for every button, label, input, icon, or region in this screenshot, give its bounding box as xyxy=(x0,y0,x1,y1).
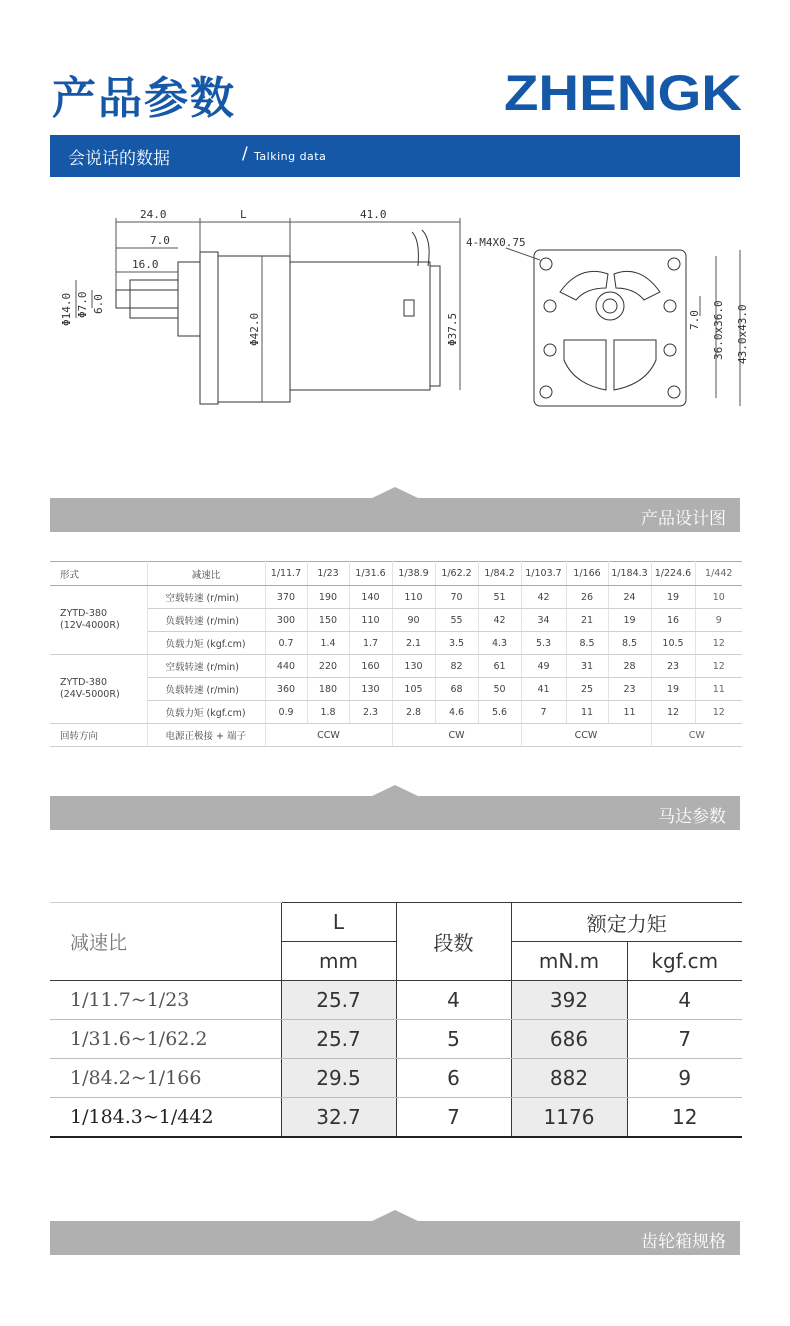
t1-ratio: 1/31.6 xyxy=(349,562,392,586)
t1-cell: 50 xyxy=(478,678,521,701)
t1-cell: 16 xyxy=(651,609,695,632)
technical-drawing xyxy=(40,200,760,430)
t2-h-torque: 额定力矩 xyxy=(511,903,742,942)
t1-cell: 1.4 xyxy=(307,632,349,655)
t1-rotation-label: 回转方向 xyxy=(50,724,147,747)
t1-cell: 19 xyxy=(608,609,651,632)
t1-cell: 9 xyxy=(695,609,742,632)
t1-ratio: 1/442 xyxy=(695,562,742,586)
t2-mnm: 1176 xyxy=(511,1098,627,1138)
t2-stages: 6 xyxy=(396,1059,511,1098)
t1-ratio: 1/11.7 xyxy=(265,562,307,586)
dim-43: 43.0x43.0 xyxy=(736,304,749,364)
table-row xyxy=(50,632,742,655)
t1-cell: 82 xyxy=(435,655,478,678)
t1-cond: 空载转速 (r/min) xyxy=(147,586,265,609)
dim-phi14: Φ14.0 xyxy=(60,292,73,326)
t1-cell: 11 xyxy=(608,701,651,724)
t1-cond: 负载力矩 (kgf.cm) xyxy=(147,632,265,655)
t1-cell: 19 xyxy=(651,678,695,701)
t1-cell: 440 xyxy=(265,655,307,678)
side-dim-labels xyxy=(60,208,459,346)
dim-phi37: Φ37.5 xyxy=(446,312,459,346)
t1-cell: 12 xyxy=(695,655,742,678)
t1-cell: 21 xyxy=(566,609,608,632)
dim-7: 7.0 xyxy=(150,234,170,247)
t1-cell: 28 xyxy=(608,655,651,678)
t1-cell: 2.1 xyxy=(392,632,435,655)
t1-cell: 90 xyxy=(392,609,435,632)
t1-cell: 7 xyxy=(521,701,566,724)
table-row xyxy=(50,655,742,678)
t1-cond: 空载转速 (r/min) xyxy=(147,655,265,678)
table-row xyxy=(50,1020,742,1059)
t1-cell: 25 xyxy=(566,678,608,701)
dim-36: 36.0x36.0 xyxy=(712,300,725,360)
t1-model: ZYTD-380 (12V-4000R) xyxy=(50,586,147,655)
t1-cell: 26 xyxy=(566,586,608,609)
t1-header-row xyxy=(50,562,742,586)
t1-cell: 19 xyxy=(651,586,695,609)
t2-mnm: 392 xyxy=(511,981,627,1020)
t1-ratio: 1/184.3 xyxy=(608,562,651,586)
section-title-gearbox: 齿轮箱规格 xyxy=(641,1232,726,1252)
t1-ratio: 1/62.2 xyxy=(435,562,478,586)
t1-cell: 105 xyxy=(392,678,435,701)
t1-cell: 360 xyxy=(265,678,307,701)
t1-cell: 0.7 xyxy=(265,632,307,655)
t1-ratio: 1/224.6 xyxy=(651,562,695,586)
subtitle-bar xyxy=(50,135,740,177)
t1-cell: 70 xyxy=(435,586,478,609)
t1-cond: 负载力矩 (kgf.cm) xyxy=(147,701,265,724)
side-dimensions xyxy=(76,218,460,402)
t1-cell: 12 xyxy=(695,701,742,724)
t1-cell: 10.5 xyxy=(651,632,695,655)
t1-rotation-cond: 电源正极接 + 端子 xyxy=(147,724,265,747)
dim-L: L xyxy=(240,208,247,221)
dim-41: 41.0 xyxy=(360,208,387,221)
t1-cell: 5.3 xyxy=(521,632,566,655)
page-title: 产品参数 xyxy=(52,73,236,124)
t1-cell: 42 xyxy=(521,586,566,609)
dim-m4: 4-M4X0.75 xyxy=(466,236,526,249)
t1-h-ratio: 减速比 xyxy=(147,562,265,586)
section-bar-design xyxy=(50,498,740,532)
t1-cell: 370 xyxy=(265,586,307,609)
t1-cell: 150 xyxy=(307,609,349,632)
t2-mnm: 882 xyxy=(511,1059,627,1098)
t1-cell: 110 xyxy=(392,586,435,609)
t2-h-stages: 段数 xyxy=(396,903,511,981)
t2-stages: 5 xyxy=(396,1020,511,1059)
t2-kgf: 9 xyxy=(627,1059,742,1098)
t1-cell: 12 xyxy=(651,701,695,724)
t1-cell: 300 xyxy=(265,609,307,632)
gearbox-spec-table xyxy=(50,902,742,1138)
t1-cell: 2.3 xyxy=(349,701,392,724)
t1-cell: 1.8 xyxy=(307,701,349,724)
t1-cell: 24 xyxy=(608,586,651,609)
t2-header-row-1 xyxy=(50,903,742,942)
t2-h-ratio: 减速比 xyxy=(50,903,281,981)
t2-ratio: 1/31.6~1/62.2 xyxy=(50,1020,281,1059)
dim-16: 16.0 xyxy=(132,258,159,271)
table-row xyxy=(50,981,742,1020)
section-bar-gearbox xyxy=(50,1221,740,1255)
t1-cell: 3.5 xyxy=(435,632,478,655)
t1-cell: 180 xyxy=(307,678,349,701)
t1-cell: 61 xyxy=(478,655,521,678)
motor-front-view xyxy=(534,250,686,406)
t2-stages: 4 xyxy=(396,981,511,1020)
dim-phi42: Φ42.0 xyxy=(248,312,261,346)
t1-cell: 8.5 xyxy=(566,632,608,655)
t1-cell: 110 xyxy=(349,609,392,632)
t1-cell: 160 xyxy=(349,655,392,678)
t2-stages: 7 xyxy=(396,1098,511,1138)
t1-cell: 23 xyxy=(651,655,695,678)
t1-ratio: 1/84.2 xyxy=(478,562,521,586)
t1-rotation-cell: CCW xyxy=(521,724,651,747)
t2-ratio: 1/84.2~1/166 xyxy=(50,1059,281,1098)
t1-cell: 2.8 xyxy=(392,701,435,724)
t1-rotation-cell: CCW xyxy=(265,724,392,747)
t1-cell: 55 xyxy=(435,609,478,632)
t1-cell: 31 xyxy=(566,655,608,678)
brand-logo-text: ZHENGK xyxy=(504,66,742,118)
t2-L: 29.5 xyxy=(281,1059,396,1098)
t1-cell: 130 xyxy=(349,678,392,701)
t1-cell: 1.7 xyxy=(349,632,392,655)
t2-L: 32.7 xyxy=(281,1098,396,1138)
t1-cell: 23 xyxy=(608,678,651,701)
t2-mnm: 686 xyxy=(511,1020,627,1059)
t1-cell: 4.6 xyxy=(435,701,478,724)
dim-phi7: Φ7.0 xyxy=(76,291,89,318)
t1-cell: 68 xyxy=(435,678,478,701)
t1-cell: 41 xyxy=(521,678,566,701)
t2-h-L: L xyxy=(281,903,396,942)
t1-cell: 10 xyxy=(695,586,742,609)
t1-cell: 49 xyxy=(521,655,566,678)
t1-cond: 负载转速 (r/min) xyxy=(147,678,265,701)
subtitle-separator: / xyxy=(242,144,248,164)
t1-cell: 220 xyxy=(307,655,349,678)
dim-24: 24.0 xyxy=(140,208,167,221)
section-title-motor: 马达参数 xyxy=(658,807,726,827)
t1-model: ZYTD-380 (24V-5000R) xyxy=(50,655,147,724)
table-row xyxy=(50,586,742,609)
t1-cell: 130 xyxy=(392,655,435,678)
t2-kgf: 7 xyxy=(627,1020,742,1059)
t1-cell: 5.6 xyxy=(478,701,521,724)
subtitle-cn: 会说话的数据 xyxy=(68,149,170,169)
t1-cell: 42 xyxy=(478,609,521,632)
table-row xyxy=(50,678,742,701)
t1-cell: 4.3 xyxy=(478,632,521,655)
t2-h-torque-unit1: mN.m xyxy=(511,942,627,981)
t1-cond: 负载转速 (r/min) xyxy=(147,609,265,632)
t2-L: 25.7 xyxy=(281,981,396,1020)
t1-cell: 190 xyxy=(307,586,349,609)
t1-cell: 11 xyxy=(695,678,742,701)
t2-kgf: 4 xyxy=(627,981,742,1020)
subtitle-en: Talking data xyxy=(254,150,327,163)
t1-cell: 51 xyxy=(478,586,521,609)
table-row xyxy=(50,1098,742,1138)
t1-rotation-cell: CW xyxy=(651,724,742,747)
table-row xyxy=(50,701,742,724)
t1-cell: 11 xyxy=(566,701,608,724)
t1-cell: 140 xyxy=(349,586,392,609)
t1-cell: 34 xyxy=(521,609,566,632)
t1-h-model: 形式 xyxy=(50,562,147,586)
table-row xyxy=(50,609,742,632)
section-bar-motor xyxy=(50,796,740,830)
motor-side-view xyxy=(116,230,440,404)
table-row xyxy=(50,1059,742,1098)
t1-rotation-cell: CW xyxy=(392,724,521,747)
t2-ratio: 1/184.3~1/442 xyxy=(50,1098,281,1138)
t1-ratio: 1/23 xyxy=(307,562,349,586)
t1-cell: 0.9 xyxy=(265,701,307,724)
motor-params-table xyxy=(50,561,742,747)
dim-front-7: 7.0 xyxy=(688,310,701,330)
t2-kgf: 12 xyxy=(627,1098,742,1138)
t1-ratio: 1/166 xyxy=(566,562,608,586)
t2-h-L-unit: mm xyxy=(281,942,396,981)
t1-ratio: 1/38.9 xyxy=(392,562,435,586)
t1-cell: 8.5 xyxy=(608,632,651,655)
t1-cell: 12 xyxy=(695,632,742,655)
table-row xyxy=(50,724,742,747)
t2-L: 25.7 xyxy=(281,1020,396,1059)
section-title-design: 产品设计图 xyxy=(641,509,726,529)
dim-6: 6.0 xyxy=(92,294,105,314)
t1-ratio: 1/103.7 xyxy=(521,562,566,586)
t2-h-torque-unit2: kgf.cm xyxy=(627,942,742,981)
t2-ratio: 1/11.7~1/23 xyxy=(50,981,281,1020)
brand-logo xyxy=(504,66,744,118)
